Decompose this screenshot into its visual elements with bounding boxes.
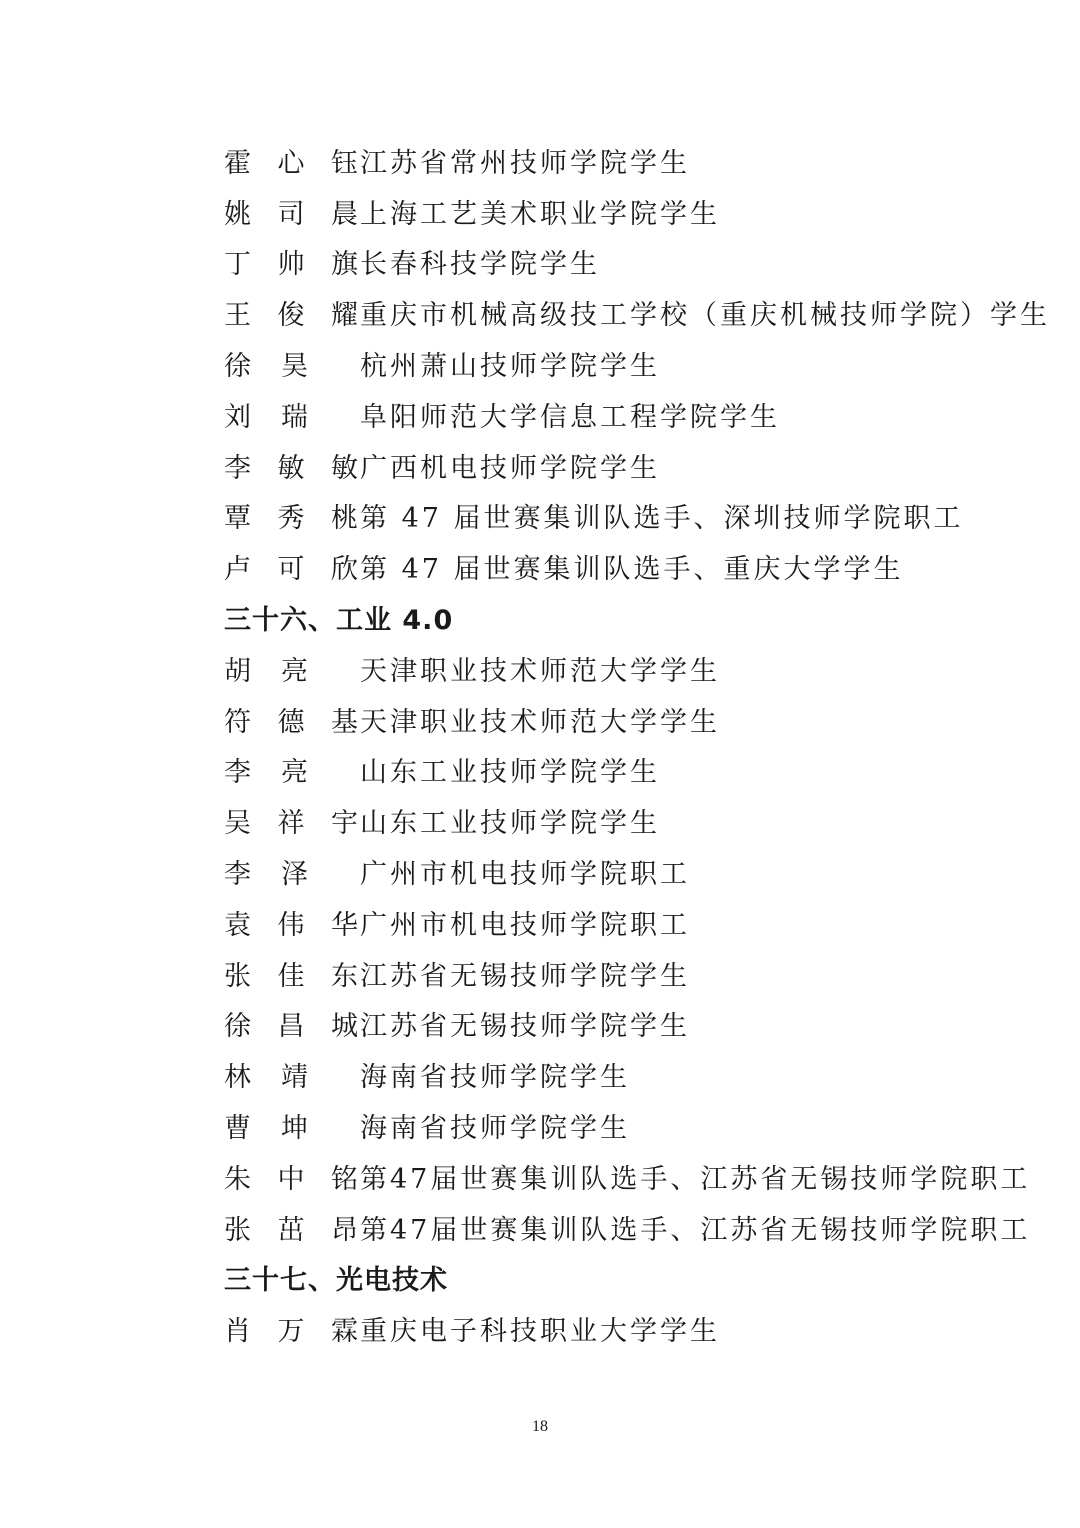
person-name: 胡亮	[224, 655, 310, 687]
person-name-cell	[224, 1208, 360, 1247]
list-item	[224, 135, 1024, 186]
person-name-cell	[224, 242, 360, 281]
organization: 海南省技师学院学生	[360, 1062, 630, 1094]
person-name: 袁伟华	[224, 909, 360, 941]
person-name-cell	[224, 344, 360, 383]
section-heading-text: 三十六、工业 4.0	[224, 605, 454, 637]
organization: 第 47 届世赛集训队选手、深圳技师学院职工	[360, 503, 964, 535]
list-item	[224, 1100, 1024, 1151]
person-name-cell	[224, 700, 360, 739]
section-heading-text: 三十七、光电技术	[224, 1265, 448, 1297]
person-name-cell	[224, 496, 360, 535]
person-name: 卢可欣	[224, 554, 360, 586]
person-name-cell	[224, 1157, 360, 1196]
person-name: 霍心钰	[224, 147, 360, 179]
person-name: 徐昌城	[224, 1011, 360, 1043]
person-name-cell	[224, 1106, 360, 1145]
list-item	[224, 1151, 1031, 1202]
person-name-cell	[224, 852, 360, 891]
person-name-cell	[224, 954, 360, 993]
person-name: 覃秀桃	[224, 503, 360, 535]
person-name-cell	[224, 750, 360, 789]
list-item	[224, 795, 1024, 846]
list-item	[224, 186, 1024, 237]
organization: 第47届世赛集训队选手、江苏省无锡技师学院职工	[360, 1163, 1031, 1195]
list-item	[224, 1303, 1024, 1354]
person-name: 丁帅旗	[224, 249, 360, 281]
person-name-cell	[224, 192, 360, 231]
organization: 海南省技师学院学生	[360, 1113, 630, 1145]
person-name: 姚司晨	[224, 198, 360, 230]
person-name-cell	[224, 395, 360, 434]
person-name: 李泽	[224, 859, 310, 891]
person-name: 朱中铭	[224, 1163, 360, 1195]
organization: 第47届世赛集训队选手、江苏省无锡技师学院职工	[360, 1214, 1031, 1246]
person-name-cell	[224, 801, 360, 840]
list-item	[224, 237, 1024, 288]
list-item	[224, 745, 1024, 796]
list-item	[224, 389, 1024, 440]
section-heading	[224, 1253, 1024, 1304]
organization: 广州市机电技师学院职工	[360, 909, 690, 941]
organization: 山东工业技师学院学生	[360, 808, 660, 840]
organization: 长春科技学院学生	[360, 249, 600, 281]
section-heading	[224, 592, 1024, 643]
list-item	[224, 846, 1024, 897]
organization: 广州市机电技师学院职工	[360, 859, 690, 891]
person-name: 吴祥宇	[224, 808, 360, 840]
organization: 江苏省无锡技师学院学生	[360, 1011, 690, 1043]
person-name: 李亮	[224, 757, 310, 789]
person-name-cell	[224, 1055, 360, 1094]
person-name: 张佳东	[224, 960, 360, 992]
organization: 江苏省常州技师学院学生	[360, 147, 690, 179]
list-item	[224, 694, 1024, 745]
list-item	[224, 338, 1024, 389]
organization: 重庆电子科技职业大学学生	[360, 1316, 720, 1348]
person-name: 李敏敏	[224, 452, 360, 484]
person-name-cell	[224, 293, 360, 332]
organization: 阜阳师范大学信息工程学院学生	[360, 401, 780, 433]
list-item	[224, 541, 1024, 592]
organization: 山东工业技师学院学生	[360, 757, 660, 789]
organization: 天津职业技术师范大学学生	[360, 655, 720, 687]
person-name: 曹坤	[224, 1113, 310, 1145]
list-item	[224, 643, 1024, 694]
person-name: 林靖	[224, 1062, 310, 1094]
name-list	[224, 135, 1050, 1354]
person-name-cell	[224, 1004, 360, 1043]
person-name: 徐昊	[224, 351, 310, 383]
person-name: 刘瑞	[224, 401, 310, 433]
organization: 广西机电技师学院学生	[360, 452, 660, 484]
person-name-cell	[224, 141, 360, 180]
organization: 杭州萧山技师学院学生	[360, 351, 660, 383]
person-name: 符德基	[224, 706, 360, 738]
list-item	[224, 999, 1024, 1050]
page-number: 18	[532, 1418, 548, 1435]
list-item	[224, 897, 1024, 948]
organization: 上海工艺美术职业学院学生	[360, 198, 720, 230]
person-name-cell	[224, 649, 360, 688]
person-name: 肖万霖	[224, 1316, 360, 1348]
organization: 天津职业技术师范大学学生	[360, 706, 720, 738]
list-item	[224, 1202, 1031, 1253]
list-item	[224, 491, 1024, 542]
list-item	[224, 287, 1050, 338]
person-name-cell	[224, 446, 360, 485]
list-item	[224, 440, 1024, 491]
person-name-cell	[224, 547, 360, 586]
person-name: 张茁昂	[224, 1214, 360, 1246]
person-name: 王俊耀	[224, 300, 360, 332]
list-item	[224, 1049, 1024, 1100]
organization: 重庆市机械高级技工学校（重庆机械技师学院）学生	[360, 300, 1050, 332]
organization: 第 47 届世赛集训队选手、重庆大学学生	[360, 554, 904, 586]
organization: 江苏省无锡技师学院学生	[360, 960, 690, 992]
person-name-cell	[224, 903, 360, 942]
person-name-cell	[224, 1309, 360, 1348]
list-item	[224, 948, 1024, 999]
